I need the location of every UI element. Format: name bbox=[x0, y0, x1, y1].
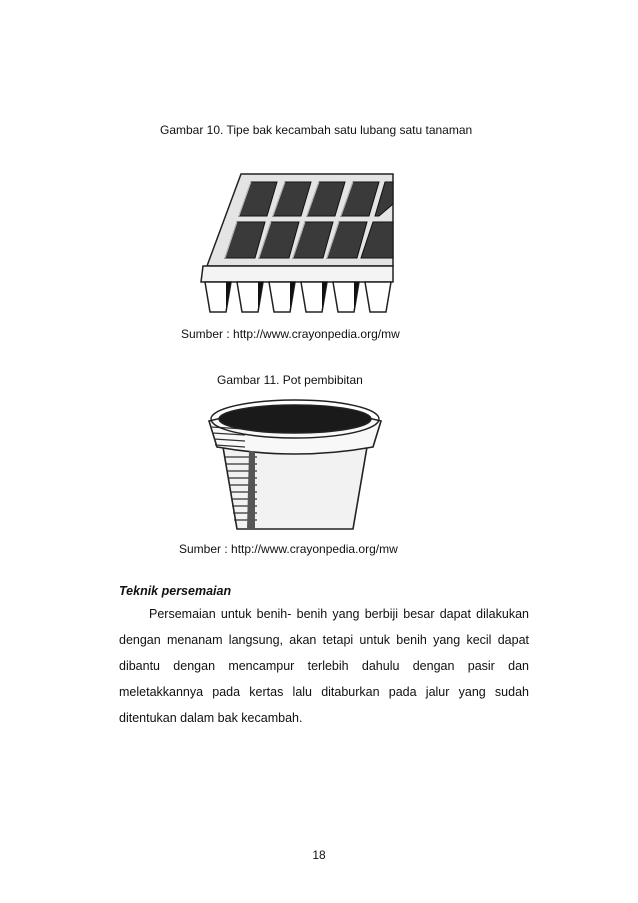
nursery-pot-image bbox=[205, 395, 385, 537]
figure-11-source: Sumber : http://www.crayonpedia.org/mw bbox=[179, 542, 398, 556]
paragraph-line: Persemaian untuk benih- benih yang berbiji besar dapat dilakukan bbox=[149, 607, 529, 621]
page-number: 18 bbox=[312, 848, 326, 862]
figure-10-source: Sumber : http://www.crayonpedia.org/mw bbox=[181, 327, 400, 341]
figure-10-caption: Gambar 10. Tipe bak kecambah satu lubang satu tanaman bbox=[160, 123, 473, 137]
seedling-tray-image bbox=[197, 160, 395, 320]
paragraph-line: meletakkannya pada kertas lalu ditaburkan pada jalur yang sudah bbox=[119, 685, 529, 699]
section-heading: Teknik persemaian bbox=[119, 584, 232, 598]
paragraph-line: ditentukan dalam bak kecambah. bbox=[119, 711, 303, 725]
paragraph-line: dengan menanam langsung, akan tetapi untuk benih yang kecil dapat bbox=[119, 633, 529, 647]
body-paragraph bbox=[119, 601, 529, 731]
paragraph-line: dibantu dengan mencampur terlebih dahulu dengan pasir dan bbox=[119, 659, 529, 673]
figure-11-caption: Gambar 11. Pot pembibitan bbox=[217, 373, 363, 387]
